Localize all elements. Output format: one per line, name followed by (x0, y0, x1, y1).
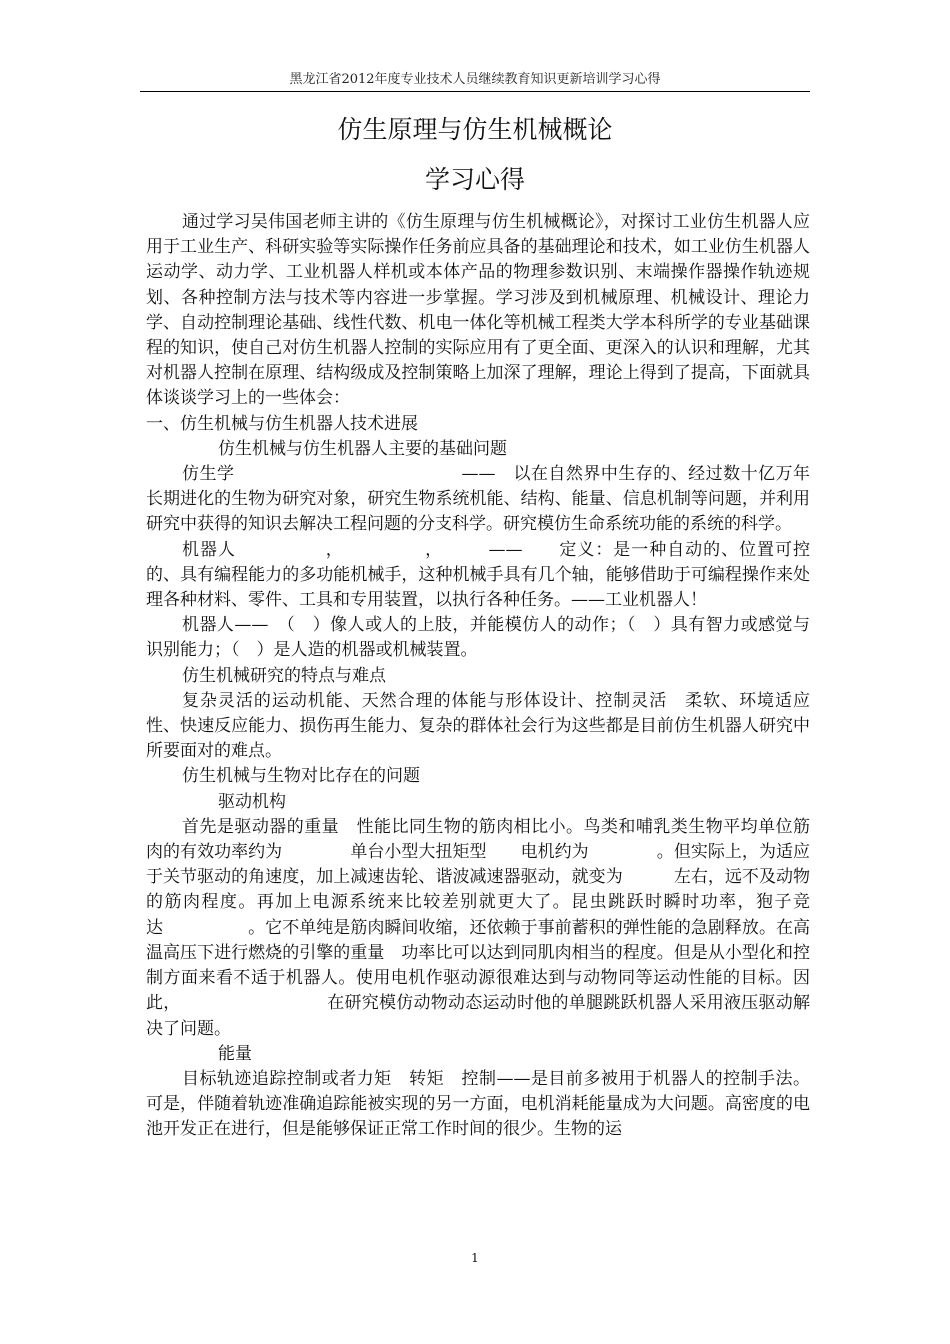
paragraph-bionics-definition: 仿生学 —— 以在自然界中生存的、经过数十亿万年长期进化的生物为研究对象，研究生物系统机能、结构、能量、信息机制等问题，并利用研究中获得的知识去解决工程问题的分支科学。研究模仿生命系统功能的系统的科学。 (146, 464, 810, 535)
subsection-heading-features: 仿生机械研究的特点与难点 (182, 665, 386, 686)
subsubsection-heading-energy: 能量 (218, 1043, 252, 1064)
document-title: 仿生原理与仿生机械概论 (337, 115, 613, 144)
paragraph-difficulties: 复杂灵活的运动机能、天然合理的体能与形体设计、控制灵活 柔软、环境适应性、快速反应能力、损伤再生能力、复杂的群体社会行为这些都是目前仿生机器人研究中所要面对的难点。 (146, 690, 810, 762)
paragraph-energy: 目标轨迹追踪控制或者力矩 转矩 控制——是目前多被用于机器人的控制手法。可是，伴随着轨迹准确追踪能被实现的另一方面，电机消耗能量成为大问题。高密度的电池开发正在进行，但是能够保证正常工作时间的很少。生物的运 (146, 1068, 810, 1140)
subsubsection-heading-drive: 驱动机构 (218, 791, 286, 812)
section-heading-1: 一、仿生机械与仿生机器人技术进展 (146, 413, 418, 434)
paragraph-intro: 通过学习吴伟国老师主讲的《仿生原理与仿生机械概论》，对探讨工业仿生机器人应用于工业生产、科研实验等实际操作任务前应具备的基础理论和技术，如工业仿生机器人运动学、动力学、工业机器人样机或本体产品的物理参数识别、末端操作器操作轨迹规划、各种控制方法与技术等内容进一步掌握。学习涉及到机械原理、机械设计、理论力学、自动控制理论基础、线性代数、机电一体化等机械工程类大学本科所学的专业基础课程的知识，使自己对仿生机器人控制的实际应用有了更全面、更深入的认识和理解，尤其对机器人控制在原理、结构级成及控制策略上加深了理解，理论上得到了提高，下面就具体谈谈学习上的一些体会： (146, 212, 810, 409)
header-divider (140, 91, 810, 92)
paragraph-drive: 首先是驱动器的重量 性能比同生物的筋肉相比小。鸟类和哺乳类生物平均单位筋肉的有效功率约为 单台小型大扭矩型 电机约为 。但实际上，为适应于关节驱动的角速度，加上减速齿轮、谐波减速器驱动，就变为 左右，远不及动物的筋肉程度。再加上电源系统来比较差别就更大了。昆虫跳跃时瞬时功率，狍子竞达 。它不单纯是筋肉瞬间收缩，还依赖于事前蓄积的弹性能的急剧释放。在高温高压下进行燃烧的引擎的重量 功率比可以达到同肌肉相当的程度。但是从小型化和控制方面来看不适于机器人。使用电机作驱动源很难达到与动物同等运动性能的目标。因此， 在研究模仿动物动态运动时他的单腿跳跃机器人采用液压驱动解决了问题。 (146, 816, 810, 1039)
subsection-heading-basics: 仿生机械与仿生机器人主要的基础问题 (218, 438, 507, 459)
document-subtitle: 学习心得 (424, 165, 525, 194)
paragraph-robot-definition: 机器人 ， ， —— 定义：是一种自动的、位置可控的、具有编程能力的多功能机械手，这种机械手具有几个轴，能够借助于可编程操作来处理各种材料、零件、工具和专用装置，以执行各种任务。——工业机器人！ (146, 539, 810, 611)
paragraph-robot-features: 机器人—— （ ）像人或人的上肢，并能模仿人的动作；（ ）具有智力或感觉与识别能力；（ ）是人造的机器或机械装置。 (146, 615, 810, 661)
page-number: 1 (471, 1251, 479, 1265)
subsection-heading-compare: 仿生机械与生物对比存在的问题 (182, 766, 420, 787)
running-header: 黑龙江省2012年度专业技术人员继续教育知识更新培训学习心得 (289, 72, 661, 87)
body-text (146, 210, 810, 1143)
